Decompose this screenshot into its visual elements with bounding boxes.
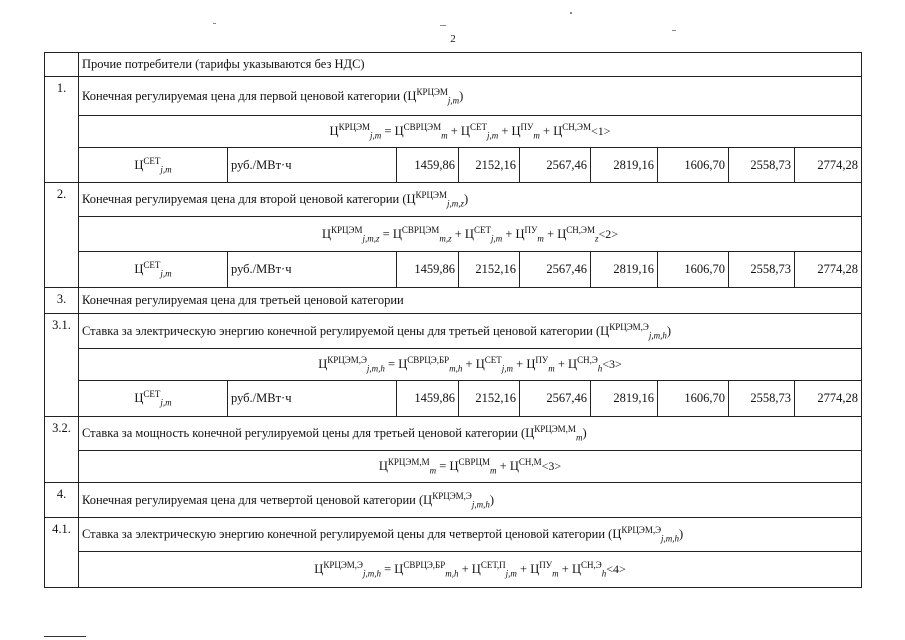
value-cell: 2558,73 — [729, 148, 795, 183]
section-title: Ставка за электрическую энергию конечной регулируемой цены для третьей ценовой категории $(Ц^{КРЦЭМ,Э}_{j,m,h})$ — [79, 314, 862, 349]
header-text: Прочие потребители (тарифы указываются без НДС) — [79, 53, 862, 77]
table-row — [45, 217, 862, 252]
footnote-divider — [44, 636, 86, 637]
section-number: 1. — [45, 77, 79, 183]
value-cell: 2558,73 — [729, 252, 795, 288]
formula: $Ц^{КРЦЭМ,Э}_{j,m,h} = Ц^{СВРЦЭ,БР}_{m,h} + Ц^{СЕТ,П}_{j,m} + Ц^{ПУ}_m + Ц^{СН,Э}_h<4>$ — [79, 552, 862, 588]
value-cell: 1459,86 — [397, 381, 459, 417]
section-title: Конечная регулируемая цена для второй ценовой категории $(Ц^{КРЦЭМ}_{j,m,z})$ — [79, 183, 862, 217]
section-number: 3. — [45, 288, 79, 314]
table-row — [45, 451, 862, 483]
scan-speck — [213, 23, 216, 24]
page-number: 2 — [450, 33, 456, 45]
value-cell: 2152,16 — [459, 252, 520, 288]
value-cell: 1459,86 — [397, 252, 459, 288]
section-title: Конечная регулируемая цена для третьей ценовой категории — [79, 288, 862, 314]
value-cell: 2567,46 — [520, 381, 591, 417]
scan-speck — [672, 30, 676, 31]
formula: $Ц^{КРЦЭМ}_{j,m,z} = Ц^{СВРЦЭМ}_{m,z} + Ц^{СЕТ}_{j,m} + Ц^{ПУ}_m + Ц^{СН,ЭМ}_z<2>$ — [79, 217, 862, 252]
value-cell: 2567,46 — [520, 148, 591, 183]
value-cell: 1606,70 — [658, 381, 729, 417]
table-row — [45, 518, 862, 552]
unit-cell: руб./МВт·ч — [228, 252, 397, 288]
scan-speck — [440, 25, 446, 26]
section-title: Ставка за электрическую энергию конечной регулируемой цены для четвертой ценовой категории $(Ц^{КРЦЭМ,Э}_{j,m,h})$ — [79, 518, 862, 552]
formula: $Ц^{КРЦЭМ,М}_m = Ц^{СВРЦМ}_m + Ц^{СН,М}<3>$ — [79, 451, 862, 483]
table-row — [45, 417, 862, 451]
table-row — [45, 552, 862, 588]
num-cell — [45, 53, 79, 77]
symbol-cell: $Ц^{СЕТ}_{j,m}$ — [79, 148, 228, 183]
table-row — [45, 288, 862, 314]
value-cell: 1459,86 — [397, 148, 459, 183]
tariff-table — [44, 52, 862, 588]
table-row — [45, 116, 862, 148]
table-row — [45, 77, 862, 116]
value-cell: 1606,70 — [658, 148, 729, 183]
table-row — [45, 148, 862, 183]
value-cell: 2558,73 — [729, 381, 795, 417]
value-cell: 2774,28 — [795, 148, 862, 183]
value-cell: 2567,46 — [520, 252, 591, 288]
table-row — [45, 252, 862, 288]
formula: $Ц^{КРЦЭМ}_{j,m} = Ц^{СВРЦЭМ}_m + Ц^{СЕТ}_{j,m} + Ц^{ПУ}_m + Ц^{СН,ЭМ}<1>$ — [79, 116, 862, 148]
table-row — [45, 314, 862, 349]
unit-cell: руб./МВт·ч — [228, 381, 397, 417]
symbol-cell: $Ц^{СЕТ}_{j,m}$ — [79, 381, 228, 417]
value-cell: 2819,16 — [591, 148, 658, 183]
section-number: 4. — [45, 483, 79, 518]
value-cell: 2152,16 — [459, 381, 520, 417]
section-title: Конечная регулируемая цена для первой ценовой категории $(Ц^{КРЦЭМ}_{j,m})$ — [79, 77, 862, 116]
value-cell: 2774,28 — [795, 252, 862, 288]
section-number: 3.1. — [45, 314, 79, 417]
symbol-cell: $Ц^{СЕТ}_{j,m}$ — [79, 252, 228, 288]
section-number: 3.2. — [45, 417, 79, 483]
value-cell: 2774,28 — [795, 381, 862, 417]
section-number: 2. — [45, 183, 79, 288]
unit-cell: руб./МВт·ч — [228, 148, 397, 183]
value-cell: 2819,16 — [591, 381, 658, 417]
value-cell: 2819,16 — [591, 252, 658, 288]
formula: $Ц^{КРЦЭМ,Э}_{j,m,h} = Ц^{СВРЦЭ,БР}_{m,h} + Ц^{СЕТ}_{j,m} + Ц^{ПУ}_m + Ц^{СН,Э}_h<3>$ — [79, 349, 862, 381]
section-title: Ставка за мощность конечной регулируемой цены для третьей ценовой категории $(Ц^{КРЦЭМ,М}_m)$ — [79, 417, 862, 451]
value-cell: 2152,16 — [459, 148, 520, 183]
table-row — [45, 183, 862, 217]
table-row — [45, 381, 862, 417]
table-row — [45, 53, 862, 77]
section-title: Конечная регулируемая цена для четвертой ценовой категории $(Ц^{КРЦЭМ,Э}_{j,m,h})$ — [79, 483, 862, 518]
table-row — [45, 349, 862, 381]
table-row — [45, 483, 862, 518]
scan-speck — [570, 12, 572, 14]
value-cell: 1606,70 — [658, 252, 729, 288]
section-number: 4.1. — [45, 518, 79, 588]
